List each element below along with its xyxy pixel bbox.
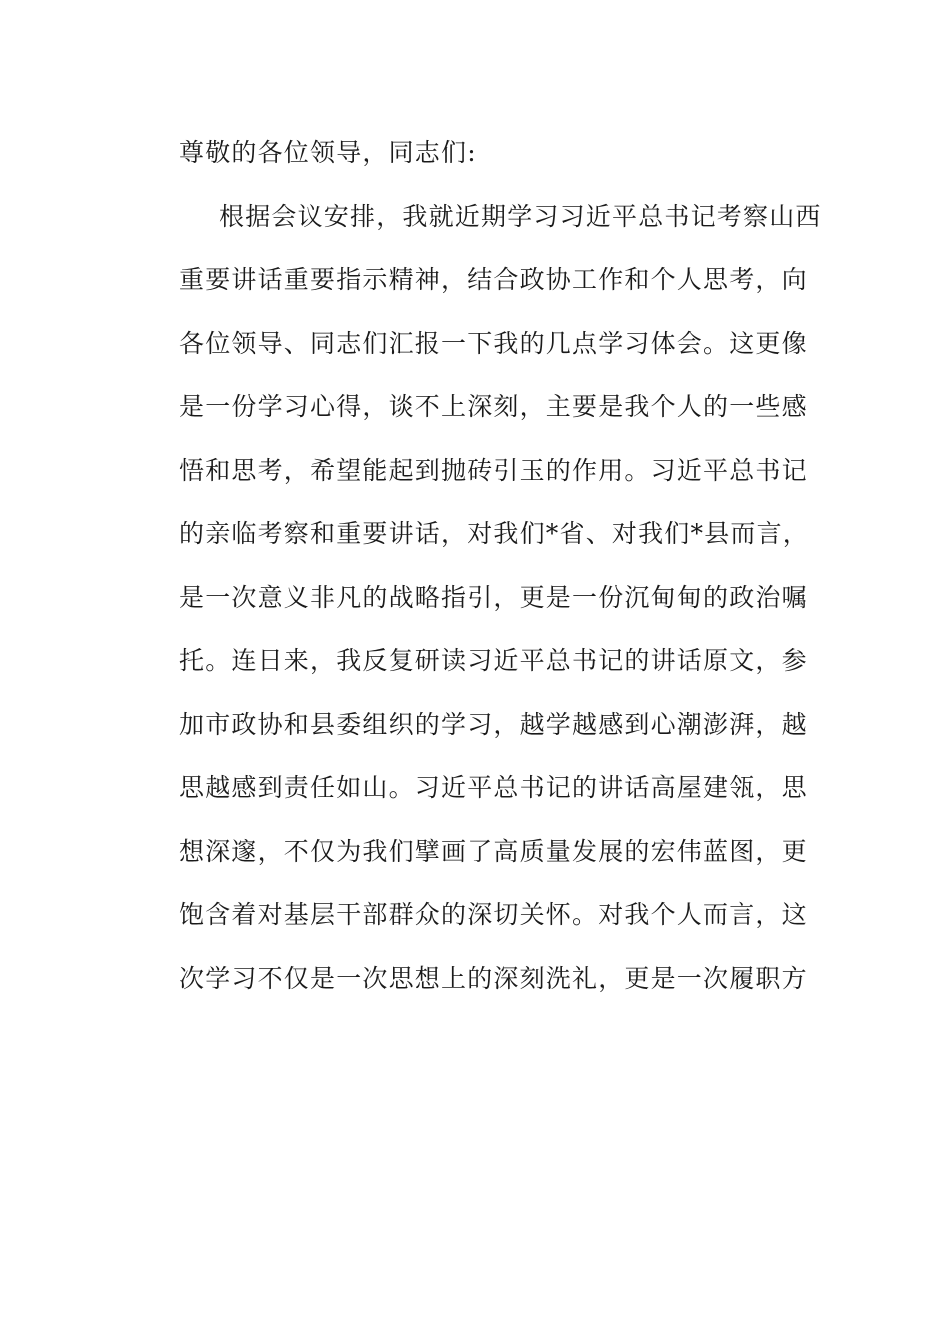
document-body bbox=[179, 130, 822, 1019]
paragraph-line: 各位领导、同志们汇报一下我的几点学习体会。这更像 bbox=[179, 328, 808, 358]
paragraph-line: 重要讲话重要指示精神，结合政协工作和个人思考，向 bbox=[179, 265, 808, 294]
salutation: 尊敬的各位领导，同志们: bbox=[179, 138, 477, 167]
paragraph-line: 的亲临考察和重要讲话，对我们*省、对我们*县而言， bbox=[179, 519, 810, 548]
paragraph-line: 思越感到责任如山。习近平总书记的讲话高屋建瓴，思 bbox=[179, 773, 808, 802]
paragraph-line: 次学习不仅是一次思想上的深刻洗礼，更是一次履职方 bbox=[179, 963, 808, 993]
paragraph-line: 是一次意义非凡的战略指引，更是一份沉甸甸的政治嘱 bbox=[179, 582, 808, 612]
paragraph-line: 悟和思考，希望能起到抛砖引玉的作用。习近平总书记 bbox=[179, 455, 808, 485]
paragraph-line: 是一份学习心得，谈不上深刻，主要是我个人的一些感 bbox=[179, 392, 808, 421]
paragraph-line: 想深邃，不仅为我们擘画了高质量发展的宏伟蓝图，更 bbox=[179, 836, 808, 866]
paragraph-line: 托。连日来，我反复研读习近平总书记的讲话原文，参 bbox=[179, 646, 808, 675]
paragraph-line: 根据会议安排，我就近期学习习近平总书记考察山西 bbox=[219, 201, 822, 231]
paragraph-line: 饱含着对基层干部群众的深切关怀。对我个人而言，这 bbox=[179, 900, 808, 929]
paragraph-line: 加市政协和县委组织的学习，越学越感到心潮澎湃，越 bbox=[179, 709, 808, 739]
